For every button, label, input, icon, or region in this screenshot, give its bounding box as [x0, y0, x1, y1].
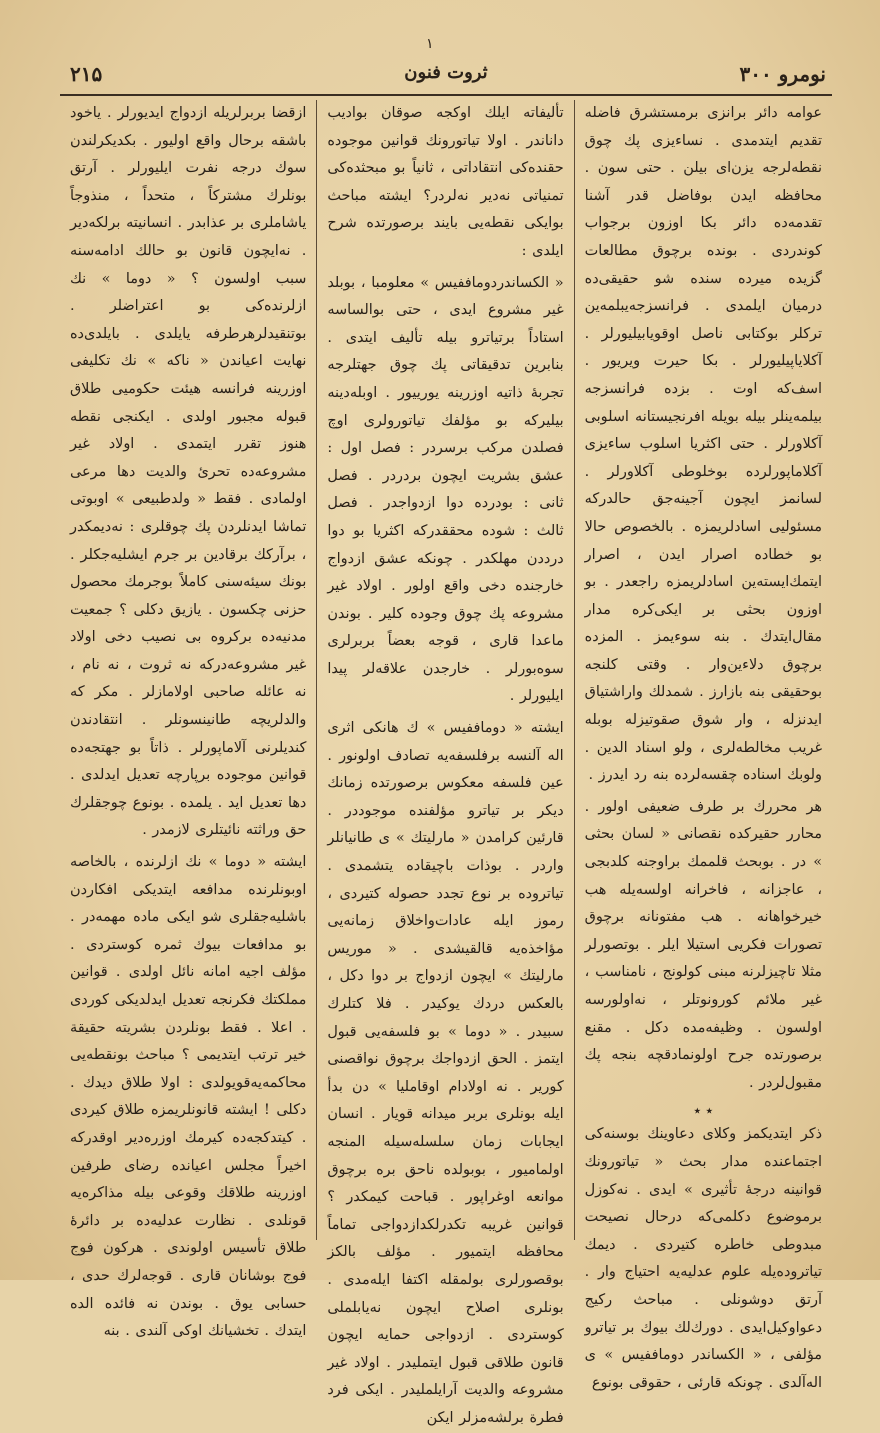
paragraph: « الكساندردوماففيس » معلومبا ، بوبلد غير مشروع ايدى ، حتى بوالساسه استاداً برتياترو بيله تأليف ايتدى . بنابرين تدقيقاتى پك چوق جهتلرجه تجربهٔ ذاتيه اوزرينه يورييور . اوبله‌دينه بيليركه بو مؤلفك تياتورولرى اوچ فصلدن مركب برسردر : فصل اول : عشق بشريت ايچون بردردر . فصل ثانى : بودرده دوا ازدواجدر . فصل ثالث : شوده محققدركه اكثريا بو دوا درددن مهلكدر . چونكه عشق ازدواج خارجنده دخى واقع اولور . اولاد غير مشروعه پك چوق وجوده كلير . بوندن ماعدا قارى ، قوجه بعضاً بربرلرى سوه‌بورلر . خارجدن علاقه‌لر پيدا ايليورلر .	[327, 274, 564, 705]
paragraph: عوامه دائر برانزى برمستشرق فاضله تقديم ايتدمدى . نساءيزى پك چوق نقطه‌لرجه يزن‌اى بيلن . حتى سون . محافظه ايدن بوفاضل قدر آشنا تقدمه‌ده دائر بكا اوزون برجواب كوندردى . بونده برچوق مطالعات گزيده ميرده سنده شو حقيقى‌ده درميان ايلمدى . فرانسزجه‌يبلمه‌ين تركلر بوكتابى ناصل اوقويابيليورلر . آكلاياپيليورلر . بكا حيرت ويريور . اسف‌كه اوت . بزده فرانسزجه بيلمه‌ينلر بيله بويله افرنجيستانه اسلوبى آكلاورلر . حتى اكثريا اسلوب ساءيزى آكلاماپورلرده بوخلوطى آكلاورلر . لسانمز ايچون آجينه‌جق حالدركه مسئوليى اسادلريمزه . بالخصوص حالا بو خطاده اصرار ايدن ، اصرار ايتمك‌ايسته‌ين اسادلريمزه راجعدر . بو اوزون بحثى بر ايكى‌كره مدار مقال‌ايتدك . بنه سوءيمز . المزده برچوق دلاءين‌وار . وقتى كلنجه‌ بوحقيقى بنه‌ بازارز . شمدلك واراشتياق ايدنزله ، وار شوق صقوتيزله بوبله غريب مخالطه‌لرى ، ولو اسناد الدين . ولوبك اسناده چقسه‌لرده بنه رد ايدرز .	[584, 105, 822, 784]
issue-number: نومرو ۳۰۰	[739, 62, 826, 86]
column-right	[575, 100, 832, 1391]
paragraph: ذكر ايتديكمز وكلاى دعاوينك بوسنه‌كى اجتماعنده مدار بحث « تياتورونك قوانينه درجهٔ تأثيرى » ايدى . نه‌كوزل برموضوع دكلمى‌كه درحال نصيحت مبدوطى خاطره كتيردى . ديمك تياتروده‌يله علوم عدليه‌يه احتياج وار . آرتق دوشونلى . مباحث ركيج دعواوكيل‌ايدى . دورك‌لك بيوك‌ بر تياترو مؤلفى ، « الكساندر دوماففيس » ى اله‌آلدى . چونكه قارئى ، حقوقى بونوع	[584, 1126, 822, 1391]
paragraph: هر محررك بر طرف ضعيفى اولور . محارر حقيركده نقصانى « لسان بحثى » در . بوبحث قلممك براوجنه كلدبجى ، عاجزانه ، فاخرانه اولسه‌يله هب خيرخواهانه . هب مفتونانه برچوق تصورات فكريى استيلا ايلر . بوتصورلر مثلا تاچيزلرنه مبنى كولونج ، نامناسب ، غير ملائم كورونوتلر ، نه‌اولورسه اولسون . وظيفه‌مده دكل . مقنع برصورتده جرح اولونمادقچه بنجه پك مقبول‌لردر .	[584, 798, 822, 1091]
column-middle	[317, 100, 574, 1426]
paragraph: ايشته « دوما » نك ازلرنده ، بالخاصه اوبونلرنده مدافعه ايتديكى افكاردن باشليه‌جقلرى شو ايكى ماده مهمه‌در . بو مدافعات بيوك ثمره كوستردى . مؤلف اجيه امانه نائل اولدى . قوانين مملكتك فكرنجه تعديل ايدلديكى كوردى . اعلا . فقط بونلردن بشريته حقيقة خير ترتب ايتديمى ؟ مباحث بونقطه‌يى محاكمه‌يه‌قويولدى : اولا طلاق ديدك . دكلى ! ايشته قانونلريمزه طلاق كيردى . كيتدكجه‌ده كيرمك اوزره‌دير اوقدركه اخيراً مجلس اعيانده رضاى طرفين اوزرينه طلاقك وقوعى بيله مذاكره‌يه قونلدى . نظارت عدليه‌ده بر دائرهٔ طلاق تأسيس اولوندى . هركون فوج فوج بوشانان قارى . قوجه‌لرك حدى ، حسابى يوق . بوندن نه فائده الده ايتدك . تخشيانك اوكى آلندى . بنه	[70, 854, 307, 1340]
section-separator: ٭ ٭	[693, 1103, 714, 1120]
page-header	[60, 60, 832, 96]
folio-mark: ۱	[426, 36, 434, 52]
paragraph: تأليفاته ايلك اوكجه صوقان بواديب داناندر . اولا تياتورونك قوانين موجوده حقنده‌كى انتقاداتى ، ثانياً بو مبحثده‌كى تمنياتى نه‌دير نه‌لردر؟ ايشته مباحث بوايكى نقطه‌يى بايند برصورتده شرح ايلدى :	[327, 105, 564, 259]
column-left	[60, 100, 317, 1340]
paragraph: ازقضا بربرلريله ازدواج ايديورلر . ياخود باشقه برحال واقع اوليور . بكديكرلندن سوك درجه نفرت ايليورلر . آرتق بونلرك مشتركاً ، متحداً ، منذوجاً ياشاملرى بر عذابدر . انسانيته برلكه‌دير . نه‌ايچون قانون بو حالك ادامه‌سنه سبب اولسون ؟ « دوما » نك ازلرنده‌كى بو اعتراضلر . بوتنقيدلرهرطرفه يايلدى . بايلدى‌ده نهايت اعياندن « ناكه » نك تكليفى اوزرينه فرانسه هيئت حكوميى طلاق قبوله مجبور اولدى . ايكنجى نقطه هنوز تقرر ايتمدى . اولاد غير مشروعه‌ده تحرئ والديت دها مرعى اولمادى . فقط « ولدطبيعى » اوبوتى تماشا ايدنلردن پك چوقلرى : نه‌ديمكدر ، برآركك برقادين بر جرم ايشليه‌جكلر . بونك سيئه‌سنى كاملاً بوجرمك محصول حزنى چكسون . يازيق دكلى ؟ جمعيت مدنيه‌ده بركروه بى نصيب دخى اولاد غير مشروعه‌دركه نه ثروت ، نه نام ، نه عائله صاحبى اولامازلر . مكر كه والدلريچه طانينسونلر . انتقادندن كنديلرنى آلاماپورلر . ذاتاً بو جهتجه‌ده قوانين موجوده برپارچه تعديل ايدلدى . دها تعديل ايد . يلمده . بونوع چوجقلرك حق وراثته نائيتلرى لازمدر .	[70, 105, 307, 839]
paragraph: ايشته « دوماففيس » ك هانكى اثرى اله آلنسه برفلسفه‌يه تصادف اولونور . عين فلسفه معكوس برصورتده زمانك ديكر بر تياترو مؤلفنده موجوددر . قارئين كرامدن « مارليتك » ى طانيانلر واردر . بوذات باچيقاده يتشمدى . تياتروده بر نوع تجدد حصوله كتيردى ، رموز ايله عادات‌واخلاق زمانه‌يى مؤاخذه‌يه قالقيشدى . « موريس مارليتك » ايچون ازدواج بر دوا دكل ، بالعكس دردك يوكيدر . فلا كتلرك سبيدر . « دوما » بو فلسفه‌يى قبول ايتمز . الحق ازدواجك برچوق نواقصنى كورير . نه اولادام اوقامليا » دن بدأ ايله بونلرى بربر ميدانه قويار . انسان ايجابات زمان سلسله‌سيله المنجه اولماميور ، بوبولده ناحق بره برچوق موانعه اوغراپور . قباحت كيمكدر ؟ قوانين غريبه‌ تكدرلكدازدواجى تماماً محافظه‌ ايتميور . مؤلف بالكز بوقصورلرى بولمقله اكتفا ايله‌مدى . بونلرى اصلاح ايچون نه‌يابلملى كوستردى . ازدواجى حمايه ايچون قانون طلاقى قبول ايتمليدر . اولاد غير مشروعه والديت آرايلمليدر . ايكى فرد فطرة برلشه‌مزلر ايكن	[327, 720, 564, 1426]
text-columns	[60, 100, 832, 1426]
page-number: ۲۱۵	[70, 62, 103, 86]
journal-title: ثروت فنون	[404, 62, 488, 83]
